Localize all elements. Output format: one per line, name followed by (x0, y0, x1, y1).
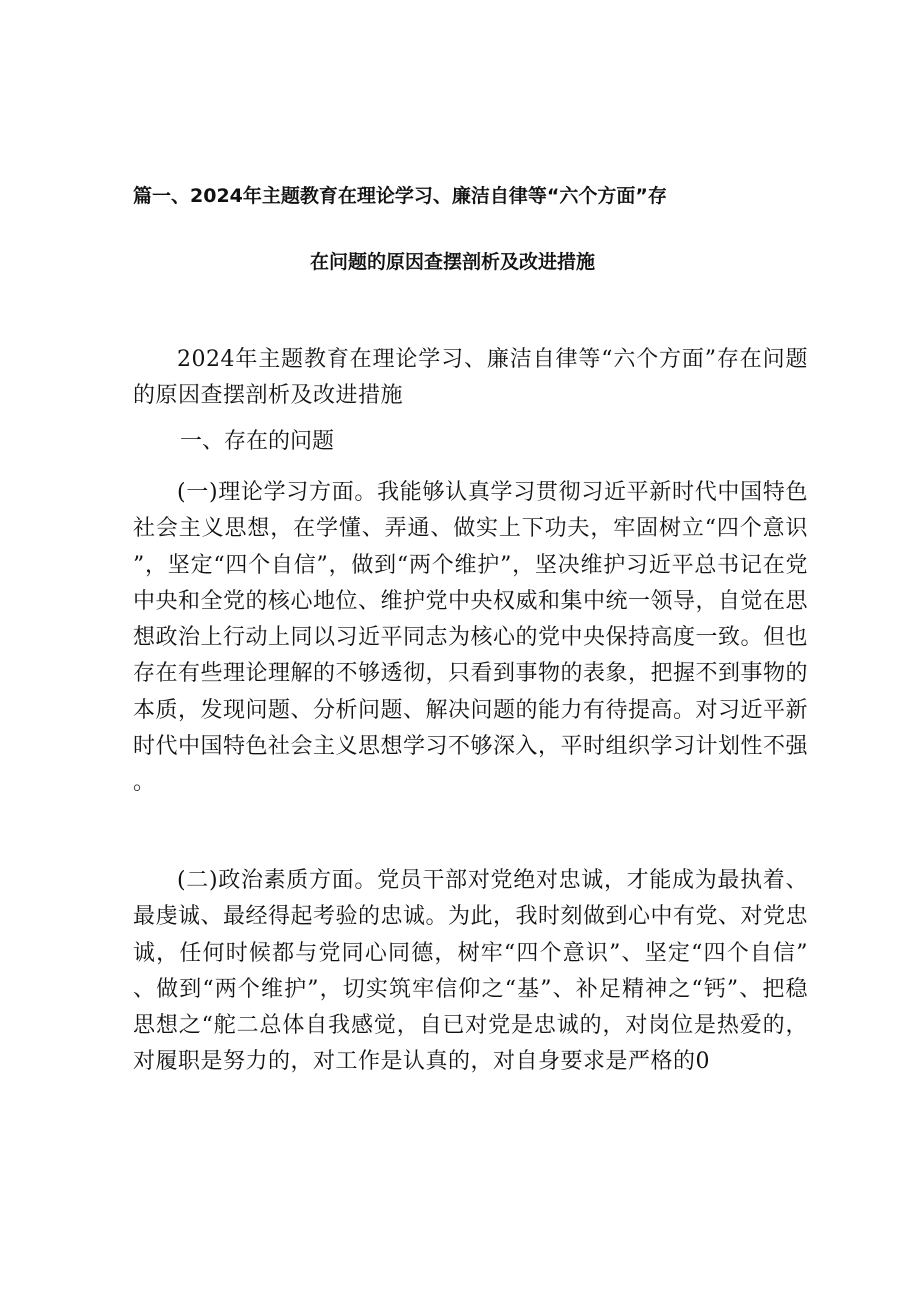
body-paragraph-2: (二)政治素质方面。党员干部对党绝对忠诚，才能成为最执着、最虔诚、最经得起考验的忠诚。为此，我时刻做到心中有党、对党忠诚，任何时候都与党同心同德，树牢“四个意识”、坚定“四个自信”、做到“两个维护”，切实筑牢信仰之“基”、补足精神之“钙”、把稳思想之“舵二总体自我感觉，自已对党是忠诚的，对岗位是热爱的，对履职是努力的，对工作是认真的，对自身要求是严格的0 (133, 868, 809, 1075)
intro-paragraph: 2024年主题教育在理论学习、廉洁自律等“六个方面”存在问题的原因查摆剖析及改进措施 (133, 347, 808, 408)
section-heading: 一、存在的问题 (180, 429, 335, 454)
document-title-line-2: 在问题的原因查摆剖析及改进措施 (310, 251, 596, 273)
body-paragraph-1: (一)理论学习方面。我能够认真学习贯彻习近平新时代中国特色社会主义思想，在学懂、弄通、做实上下功夫，牢固树立“四个意识”，坚定“四个自信”，做到“两个维护”，坚决维护习近平总书记在党中央和全党的核心地位、维护党中央权威和集中统一领导，自觉在思想政治上行动上同以习近平同志为核心的党中央保持高度一致。但也存在有些理论理解的不够透彻，只看到事物的表象，把握不到事物的本质，发现问题、分析问题、解决问题的能力有待提高。对习近平新时代中国特色社会主义思想学习不够深入，平时组织学习计划性不强。 (133, 480, 809, 796)
document-title-line-1: 篇一、2024年主题教育在理论学习、廉洁自律等“六个方面”存 (133, 185, 667, 207)
